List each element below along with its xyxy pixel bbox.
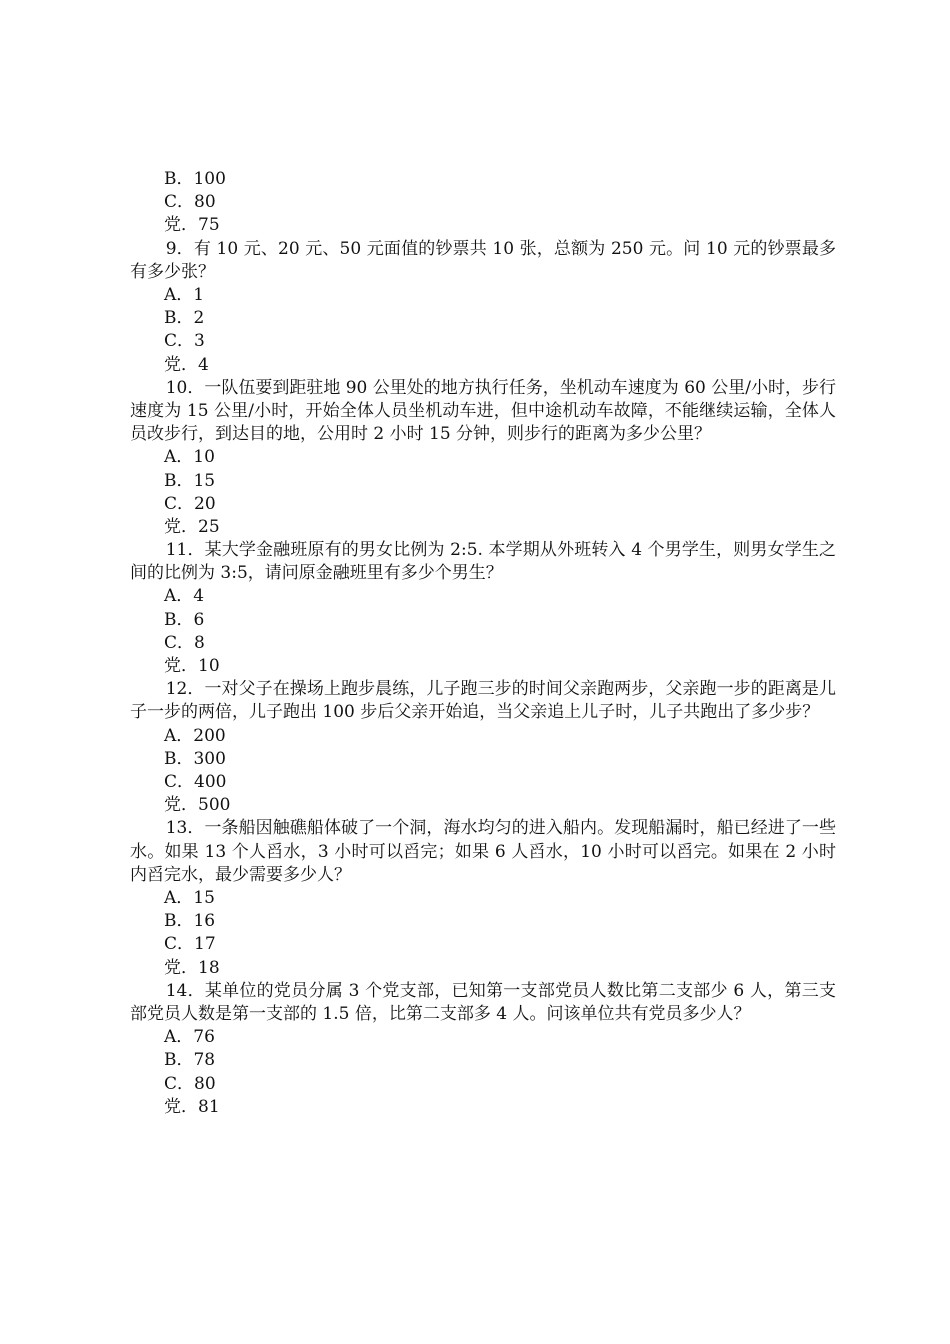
- option: 党．25: [164, 516, 220, 537]
- option: 党．81: [164, 1096, 220, 1117]
- option: C．17: [164, 934, 216, 955]
- question-10: [130, 377, 836, 539]
- option: A．4: [164, 586, 205, 607]
- option: B．15: [164, 470, 216, 491]
- option: C．80: [164, 1073, 216, 1094]
- option: A．1: [164, 284, 205, 305]
- option: A．200: [164, 725, 226, 746]
- option: B．300: [164, 748, 226, 769]
- option: C．8: [164, 632, 205, 653]
- option: B．16: [164, 911, 216, 932]
- question-stem: 12．一对父子在操场上跑步晨练，儿子跑三步的时间父亲跑两步，父亲跑一步的距离是儿子一步的两倍，儿子跑出 100 步后父亲开始追，当父亲追上儿子时，儿子共跑出了多少步？: [130, 679, 836, 723]
- question-14: [130, 980, 836, 1119]
- option: B．6: [164, 609, 205, 630]
- question-stem: 9．有 10 元、20 元、50 元面值的钞票共 10 张，总额为 250 元。问 10 元的钞票最多有多少张？: [130, 238, 836, 282]
- option: B．100: [164, 169, 226, 189]
- option: 党．4: [164, 354, 209, 375]
- question-9: [130, 238, 836, 377]
- option: 党．10: [164, 656, 220, 677]
- question-list: [130, 168, 836, 1119]
- option: A．15: [164, 888, 215, 908]
- option: C．3: [164, 331, 205, 352]
- option: 党．18: [164, 957, 220, 978]
- question-13: [130, 817, 836, 979]
- option: C．400: [164, 772, 227, 793]
- option: C．20: [164, 493, 216, 514]
- option: A．10: [164, 447, 215, 468]
- question-stem: 13．一条船因触礁船体破了一个洞，海水均匀的进入船内。发现船漏时，船已经进了一些水。如果 13 个人舀水，3 小时可以舀完；如果 6 人舀水，10 小时可以舀完。如果在 2 小时内舀完水，最少需要多少人？: [130, 818, 836, 885]
- question-12: [130, 678, 836, 817]
- option: A．76: [164, 1027, 215, 1048]
- option: 党．500: [164, 795, 231, 816]
- question-stem: 11．某大学金融班原有的男女比例为 2:5. 本学期从外班转入 4 个男学生，则男女学生之间的比例为 3:5，请问原金融班里有多少个男生？: [130, 540, 836, 584]
- question-stem: 10．一队伍要到距驻地 90 公里处的地方执行任务，坐机动车速度为 60 公里/小时，步行速度为 15 公里/小时，开始全体人员坐机动车进，但中途机动车故障，不能继续运输，全体人员改步行，到达目的地，公用时 2 小时 15 分钟，则步行的距离为多少公里？: [130, 377, 836, 445]
- question-11: [130, 539, 836, 678]
- option: B．2: [164, 308, 205, 329]
- option: C．80: [164, 192, 216, 213]
- question-stem: 14．某单位的党员分属 3 个党支部，已知第一支部党员人数比第二支部少 6 人，第三支部党员人数是第一支部的 1.5 倍，比第二支部多 4 人。问该单位共有党员多少人？: [130, 980, 836, 1024]
- option: 党．75: [164, 215, 220, 236]
- option: B．78: [164, 1050, 216, 1071]
